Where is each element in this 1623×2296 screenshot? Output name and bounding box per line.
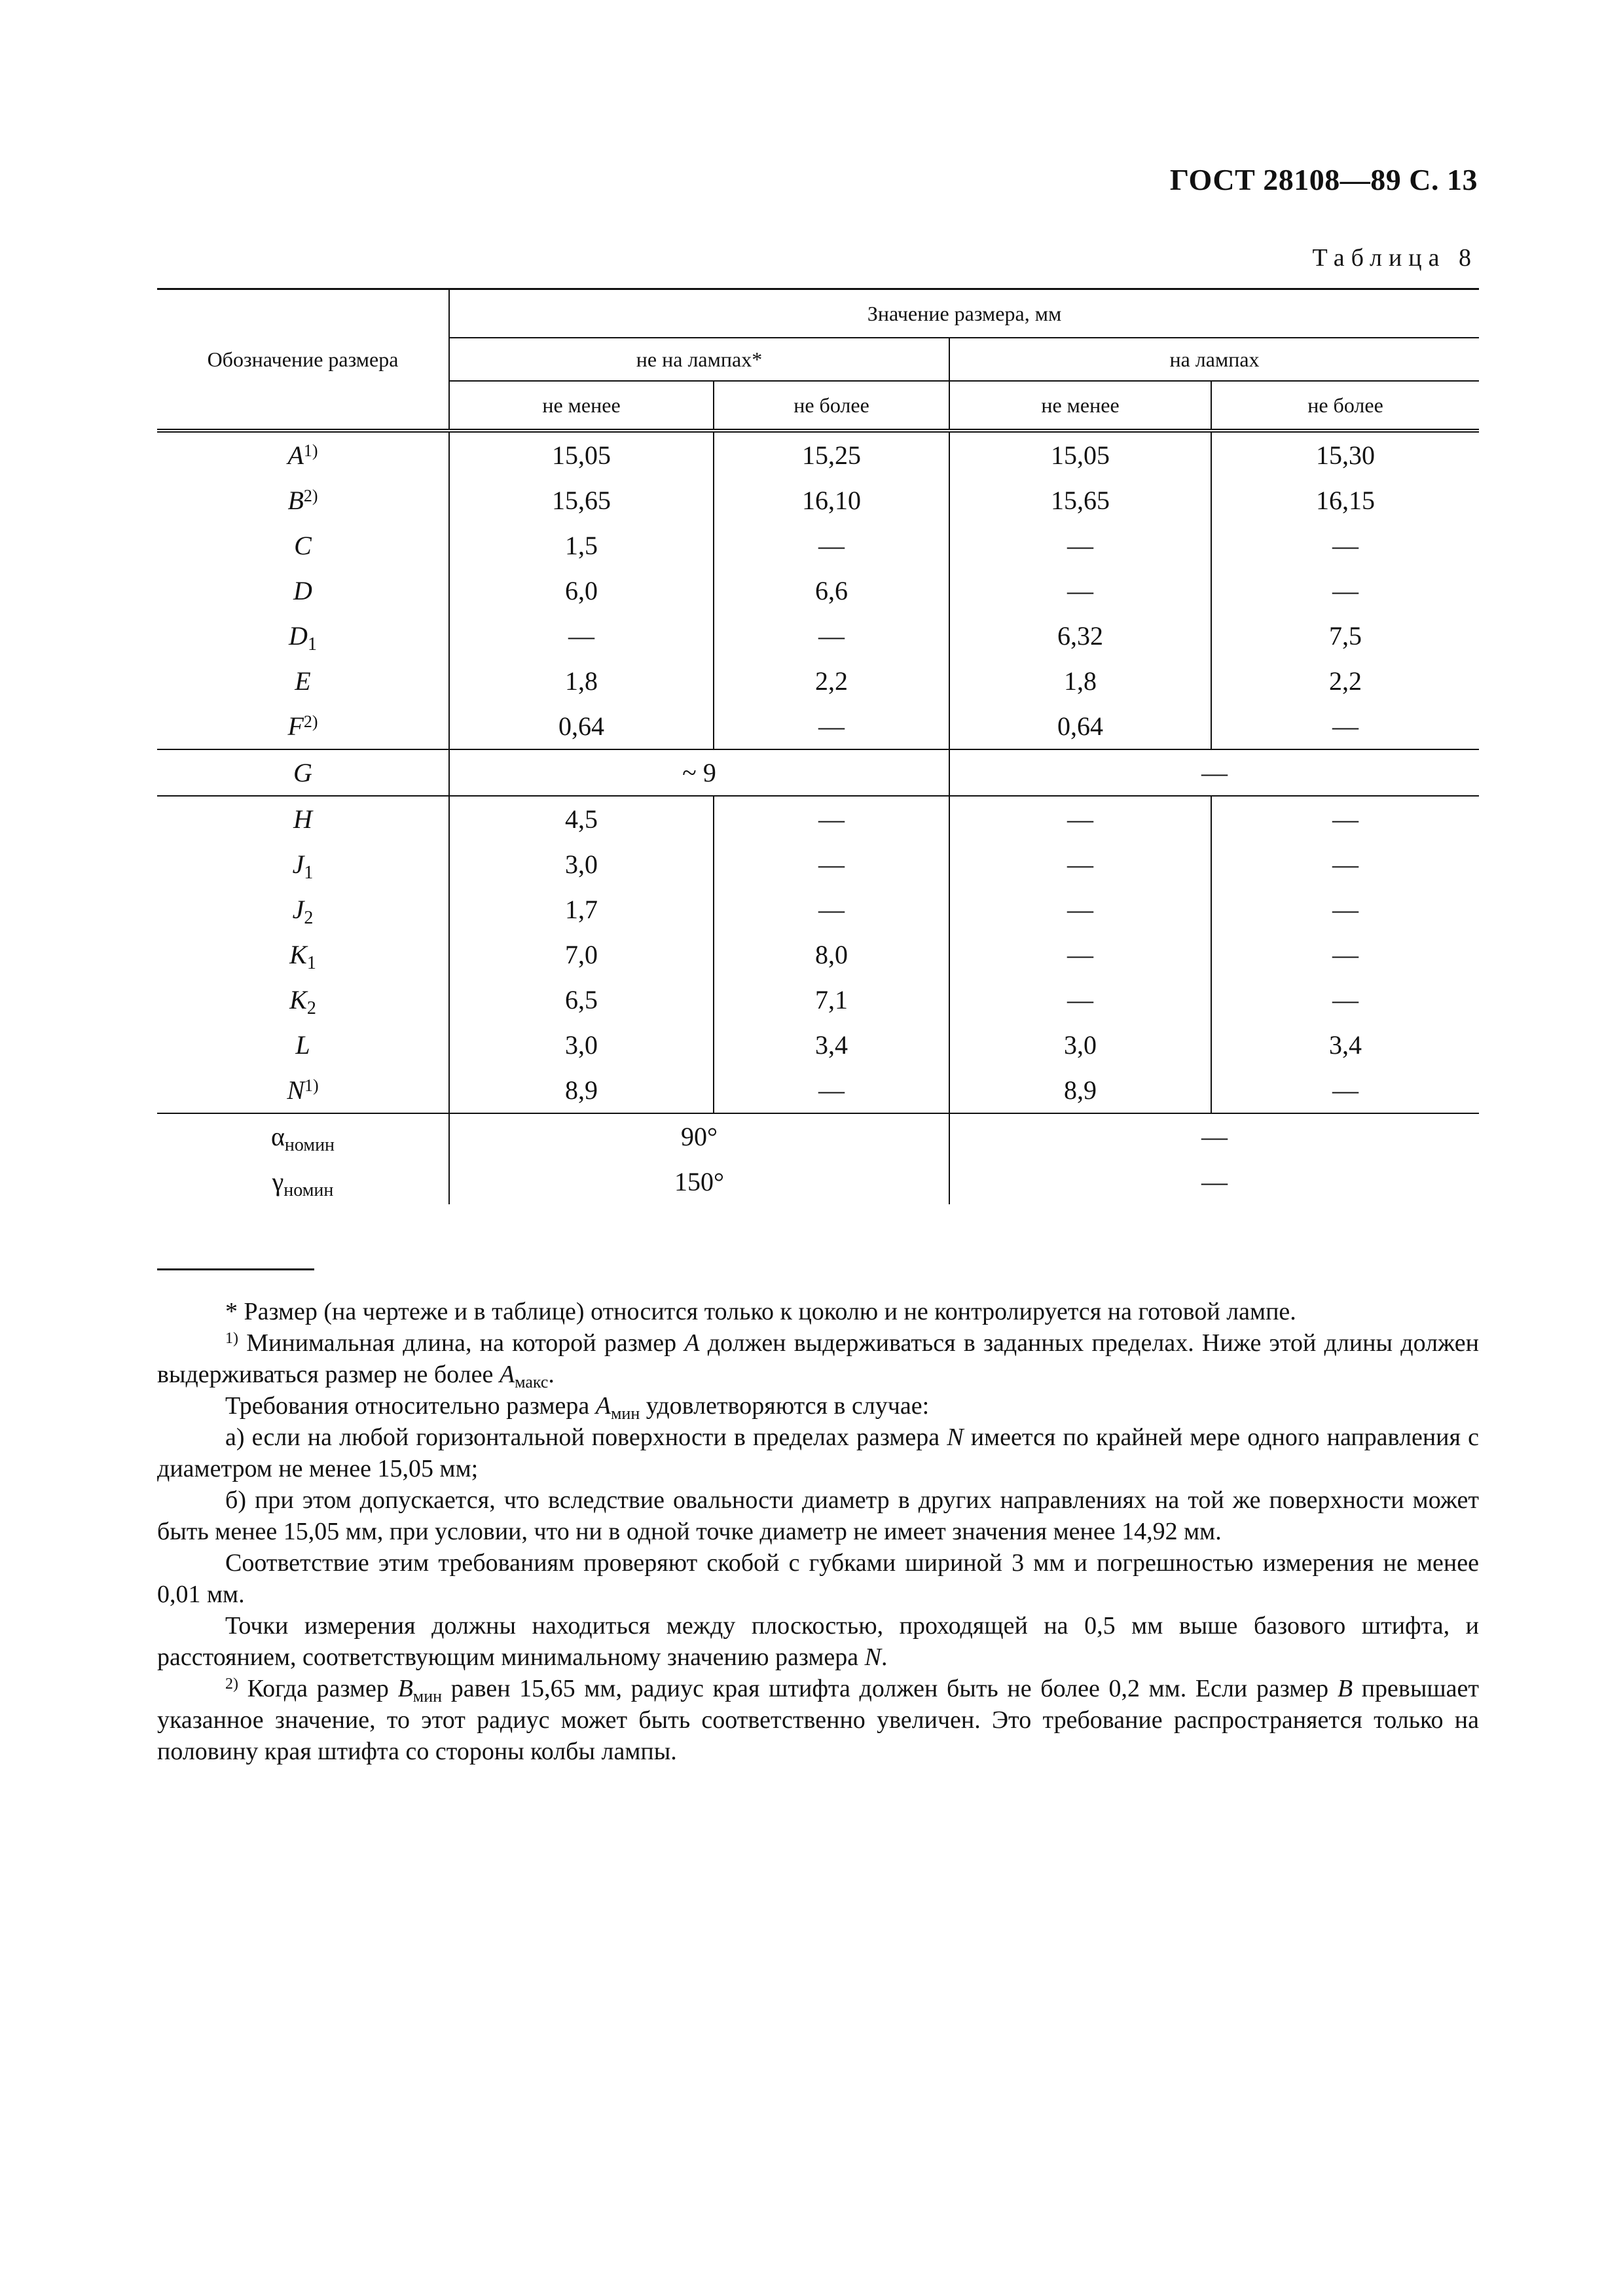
requirements-intro: Требования относительно размера $A_{мин}$ удовлетворяются в случае: (225, 1392, 930, 1423)
value-cell: 1,8 (949, 658, 1211, 704)
measurement-points-note: Точки измерения должны находиться между плоскостью, проходящей на 0,5 мм выше базового штифта, и расстоянием, соответствующим минимальному значению размера N. (157, 1612, 1479, 1671)
footnote-star: * Размер (на чертеже и в таблице) относится только к цоколю и не контролируется на готовой лампе. (225, 1298, 1296, 1325)
value-cell: 15,05 (449, 431, 714, 478)
value-cell: 16,15 (1211, 478, 1479, 523)
value-cell: 2,2 (1211, 658, 1479, 704)
value-cell: — (714, 1067, 949, 1113)
value-cell: 150° (449, 1159, 949, 1204)
designation-cell: L (295, 1030, 310, 1060)
value-cell: 7,0 (449, 932, 714, 977)
designation-cell: $K_2$ (289, 985, 316, 1018)
value-cell: — (714, 523, 949, 568)
dimension-table (157, 288, 1479, 1204)
value-cell: 6,32 (949, 613, 1211, 658)
value-cell: — (1211, 796, 1479, 842)
value-cell: 15,05 (949, 431, 1211, 478)
table-row (157, 887, 1479, 932)
table-row (157, 431, 1479, 478)
value-cell: 15,65 (449, 478, 714, 523)
table-row (157, 1067, 1479, 1113)
value-cell: — (949, 568, 1211, 613)
designation-cell: $B^{2)}$ (287, 486, 318, 515)
value-cell: 0,64 (449, 704, 714, 749)
max-header: не более (714, 381, 949, 431)
value-cell: 6,5 (449, 977, 714, 1022)
value-cell: 7,1 (714, 977, 949, 1022)
value-cell: 3,4 (714, 1022, 949, 1067)
value-cell: 0,64 (949, 704, 1211, 749)
designation-cell: E (295, 666, 311, 696)
value-cell: 15,30 (1211, 431, 1479, 478)
value-cell: 3,4 (1211, 1022, 1479, 1067)
value-cell: — (1211, 977, 1479, 1022)
value-cell: — (1211, 523, 1479, 568)
designation-cell: C (294, 531, 312, 560)
min-header: не менее (449, 381, 714, 431)
value-cell: — (949, 523, 1211, 568)
value-cell: — (1211, 932, 1479, 977)
value-group-header: Значение размера, мм (449, 289, 1479, 338)
value-cell: — (949, 1159, 1479, 1204)
designation-cell: G (157, 749, 449, 796)
designation-cell: H (157, 796, 449, 842)
designation-cell: $D_1$ (289, 621, 317, 655)
table-row (157, 1113, 1479, 1159)
page-header: ГОСТ 28108—89 С. 13 (1169, 163, 1478, 196)
value-cell: — (1211, 568, 1479, 613)
value-cell: 8,0 (714, 932, 949, 977)
value-cell: — (449, 613, 714, 658)
value-cell: — (949, 932, 1211, 977)
max-header: не более (1211, 381, 1479, 431)
designation-cell: $N^{1)}$ (287, 1075, 319, 1105)
value-cell: 8,9 (949, 1067, 1211, 1113)
table-row (157, 523, 1479, 568)
footnote-rule (157, 1268, 314, 1270)
table-row (157, 1022, 1479, 1067)
value-cell: 1,5 (449, 523, 714, 568)
footnotes (157, 1296, 1479, 1767)
value-cell: — (714, 613, 949, 658)
table-row (157, 796, 1479, 842)
value-cell: — (1211, 842, 1479, 887)
not-on-lamps-header: не на лампах* (449, 338, 949, 381)
value-cell: — (949, 842, 1211, 887)
value-cell: 15,65 (949, 478, 1211, 523)
designation-header: Обозначение размера (157, 289, 449, 431)
value-cell: 7,5 (1211, 613, 1479, 658)
value-cell: — (949, 887, 1211, 932)
value-cell: ~ 9 (449, 749, 949, 796)
designation-cell: $A^{1)}$ (157, 431, 449, 478)
table-row (157, 478, 1479, 523)
value-cell: — (949, 749, 1479, 796)
value-cell: 6,0 (449, 568, 714, 613)
designation-cell: D (293, 576, 312, 605)
value-cell: — (949, 977, 1211, 1022)
table-row (157, 977, 1479, 1022)
value-cell: 6,6 (714, 568, 949, 613)
table-row (157, 1159, 1479, 1204)
designation-cell: $J_1$ (292, 850, 314, 883)
value-cell: — (949, 1113, 1479, 1159)
designation-cell: $J_2$ (292, 895, 314, 928)
on-lamps-header: на лампах (949, 338, 1479, 381)
value-cell: — (949, 796, 1211, 842)
value-cell: 8,9 (449, 1067, 714, 1113)
value-cell: 4,5 (449, 796, 714, 842)
value-cell: 3,0 (449, 1022, 714, 1067)
designation-cell: $\alpha_{номин}$ (157, 1113, 449, 1159)
requirement-b: б) при этом допускается, что вследствие овальности диаметр в других направлениях на той же поверхности может быть менее 15,05 мм, при условии, что ни в одной точке диаметр не имеет значения менее 14,92 мм. (157, 1486, 1479, 1545)
table-row (157, 932, 1479, 977)
value-cell: — (714, 842, 949, 887)
table-row (157, 842, 1479, 887)
value-cell: 1,8 (449, 658, 714, 704)
footnote-1: $^{1)}$ Минимальная длина, на которой размер A должен выдерживаться в заданных пределах. Ниже этой длины должен выдерживаться размер не более $A_{макс}$. (157, 1329, 1479, 1391)
value-cell: 15,25 (714, 431, 949, 478)
table-row (157, 658, 1479, 704)
value-cell: — (1211, 1067, 1479, 1113)
value-cell: — (714, 887, 949, 932)
value-cell: 3,0 (449, 842, 714, 887)
table-row (157, 568, 1479, 613)
table-caption: Таблица 8 (1312, 244, 1478, 272)
compliance-note: Соответствие этим требованиям проверяют скобой с губками шириной 3 мм и погрешностью измерения не менее 0,01 мм. (157, 1549, 1479, 1608)
value-cell: — (1211, 887, 1479, 932)
value-cell: 2,2 (714, 658, 949, 704)
designation-cell: $K_1$ (289, 940, 316, 973)
table-row (157, 613, 1479, 658)
table-row (157, 704, 1479, 749)
designation-cell: $\gamma_{номин}$ (272, 1167, 334, 1200)
value-cell: 90° (449, 1113, 949, 1159)
value-cell: — (1211, 704, 1479, 749)
min-header: не менее (949, 381, 1211, 431)
designation-cell: $F^{2)}$ (287, 711, 318, 741)
value-cell: 1,7 (449, 887, 714, 932)
value-cell: 3,0 (949, 1022, 1211, 1067)
value-cell: — (714, 704, 949, 749)
value-cell: — (714, 796, 949, 842)
value-cell: 16,10 (714, 478, 949, 523)
footnote-2: $^{2)}$ Когда размер $B_{мин}$ равен 15,65 мм, радиус края штифта должен быть не более 0,2 мм. Если размер B превышает указанное значение, то этот радиус может быть соответственно увеличен. Это требование распространяется только на половину края штифта со стороны колбы лампы. (157, 1675, 1479, 1765)
table-row (157, 749, 1479, 796)
requirement-a: а) если на любой горизонтальной поверхности в пределах размера N имеется по крайней мере одного направления с диаметром не менее 15,05 мм; (157, 1424, 1479, 1482)
